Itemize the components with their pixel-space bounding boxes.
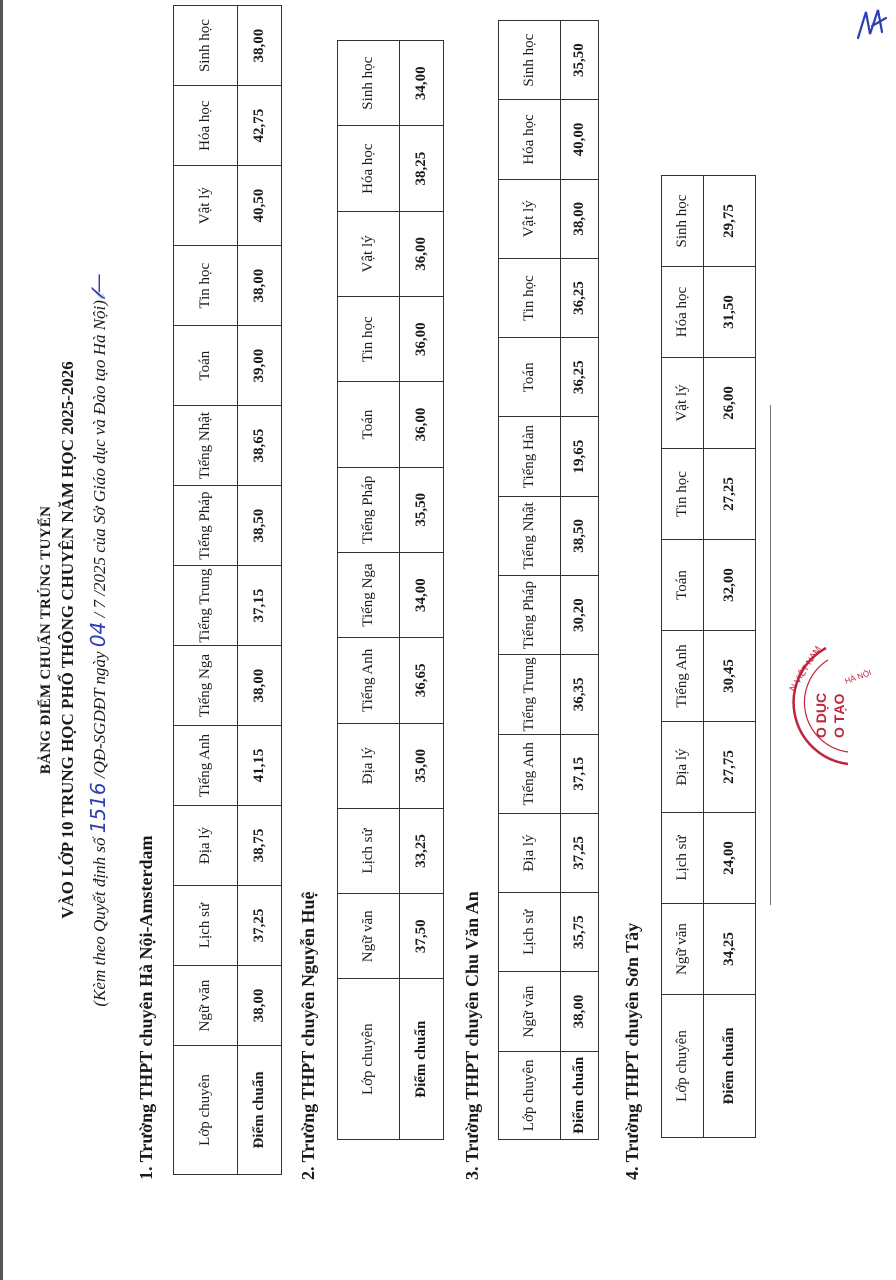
score-cell: 35,50 [561, 21, 599, 100]
score-cell: 27,75 [704, 722, 756, 813]
subject-cell: Tiếng Pháp [499, 576, 561, 655]
subject-row [338, 41, 400, 1140]
score-cell: 37,15 [238, 566, 282, 646]
score-cell: 37,25 [561, 813, 599, 892]
official-stamp [768, 640, 873, 772]
section-title-3: 3. Trường THPT chuyên Chu Văn An [462, 891, 482, 1180]
subject-cell: Sinh học [499, 21, 561, 100]
score-cell: 38,25 [400, 126, 444, 211]
subject-cell: Sinh học [662, 176, 704, 267]
subject-cell: Lịch sử [174, 886, 238, 966]
row-label: Lớp chuyên [499, 1051, 561, 1139]
row-label: Điểm chuẩn [704, 995, 756, 1138]
score-cell: 40,00 [561, 100, 599, 179]
stamp-ring-top: N VIỆT NAM [787, 644, 823, 694]
score-cell: 30,20 [561, 576, 599, 655]
score-table-1 [173, 5, 282, 1175]
subject-cell: Hóa học [499, 100, 561, 179]
score-cell: 39,00 [238, 326, 282, 406]
subject-cell: Tiếng Anh [662, 631, 704, 722]
score-cell: 24,00 [704, 813, 756, 904]
subject-cell: Lịch sử [662, 813, 704, 904]
subject-cell: Địa lý [662, 722, 704, 813]
subject-cell: Toán [174, 326, 238, 406]
subject-cell: Tiếng Nga [338, 552, 400, 637]
score-cell: 38,75 [238, 806, 282, 886]
score-cell: 37,15 [561, 734, 599, 813]
score-cell: 34,25 [704, 904, 756, 995]
subject-cell: Vật lý [499, 179, 561, 258]
score-cell: 38,00 [238, 6, 282, 86]
subject-cell: Tiếng Pháp [174, 486, 238, 566]
score-cell: 31,50 [704, 267, 756, 358]
stamp-line-2: O TẠO [831, 693, 847, 738]
subject-cell: Vật lý [662, 358, 704, 449]
section-title-2: 2. Trường THPT chuyên Nguyễn Huệ [298, 891, 318, 1180]
doc-subtitle: VÀO LỚP 10 TRUNG HỌC PHỔ THÔNG CHUYÊN NĂM HỌC 2025-2026 [58, 361, 77, 919]
subject-cell: Địa lý [338, 723, 400, 808]
subject-cell: Tin học [662, 449, 704, 540]
subject-cell: Toán [338, 382, 400, 467]
subject-cell: Tiếng Anh [499, 734, 561, 813]
subject-cell: Toán [499, 338, 561, 417]
score-table-2 [337, 40, 444, 1140]
subject-cell: Tiếng Hàn [499, 417, 561, 496]
row-label: Điểm chuẩn [400, 979, 444, 1140]
section-title-4: 4. Trường THPT chuyên Sơn Tây [622, 922, 642, 1180]
score-cell: 35,50 [400, 467, 444, 552]
score-table-3 [498, 20, 599, 1140]
subject-cell: Tiếng Anh [338, 638, 400, 723]
subject-row [174, 6, 238, 1175]
score-cell: 41,15 [238, 726, 282, 806]
score-cell: 38,00 [238, 966, 282, 1046]
subject-cell: Sinh học [174, 6, 238, 86]
subject-cell: Vật lý [338, 211, 400, 296]
score-cell: 19,65 [561, 417, 599, 496]
score-cell: 42,75 [238, 86, 282, 166]
subject-cell: Tiếng Nhật [174, 406, 238, 486]
subject-cell: Địa lý [174, 806, 238, 886]
decision-day: 04 [86, 621, 110, 648]
score-row [400, 41, 444, 1140]
score-cell: 36,00 [400, 382, 444, 467]
subject-cell: Tiếng Nga [174, 646, 238, 726]
score-cell: 38,00 [238, 246, 282, 326]
score-cell: 37,25 [238, 886, 282, 966]
subject-cell: Sinh học [338, 41, 400, 126]
score-cell: 36,25 [561, 338, 599, 417]
row-label: Điểm chuẩn [561, 1051, 599, 1139]
subject-cell: Tin học [174, 246, 238, 326]
subject-cell: Tiếng Pháp [338, 467, 400, 552]
score-cell: 38,50 [561, 496, 599, 575]
row-label: Điểm chuẩn [238, 1045, 282, 1174]
score-cell: 29,75 [704, 176, 756, 267]
subject-cell: Tin học [338, 297, 400, 382]
doc-title: BẢNG ĐIỂM CHUẨN TRÚNG TUYỂN [38, 505, 54, 775]
subject-cell: Lịch sử [499, 893, 561, 972]
handwritten-mark [852, 4, 892, 44]
initials-mark: 𝓁— [86, 273, 110, 301]
score-cell: 30,45 [704, 631, 756, 722]
subject-row [662, 176, 704, 1138]
subject-row [499, 21, 561, 1140]
score-row [238, 6, 282, 1175]
score-row [561, 21, 599, 1140]
score-cell: 38,65 [238, 406, 282, 486]
subject-cell: Tiếng Nhật [499, 496, 561, 575]
score-cell: 36,65 [400, 638, 444, 723]
row-label: Lớp chuyên [662, 995, 704, 1138]
score-table-4 [661, 175, 756, 1138]
stamp-ring-bottom: HÀ NỘI [843, 667, 873, 686]
decision-number: 1516 [86, 782, 110, 834]
row-label: Lớp chuyên [338, 979, 400, 1140]
row-label: Lớp chuyên [174, 1045, 238, 1174]
score-cell: 36,35 [561, 655, 599, 734]
score-cell: 36,25 [561, 258, 599, 337]
subject-cell: Hóa học [174, 86, 238, 166]
subject-cell: Hóa học [338, 126, 400, 211]
subject-cell: Ngữ văn [662, 904, 704, 995]
subject-cell: Tin học [499, 258, 561, 337]
score-cell: 36,00 [400, 297, 444, 382]
score-cell: 33,25 [400, 808, 444, 893]
score-cell: 34,00 [400, 552, 444, 637]
section-title-1: 1. Trường THPT chuyên Hà Nội-Amsterdam [136, 835, 156, 1180]
score-cell: 26,00 [704, 358, 756, 449]
score-cell: 32,00 [704, 540, 756, 631]
score-cell: 34,00 [400, 41, 444, 126]
score-cell: 38,00 [561, 972, 599, 1051]
subject-cell: Tiếng Trung [174, 566, 238, 646]
subject-cell: Tiếng Trung [499, 655, 561, 734]
subject-cell: Toán [662, 540, 704, 631]
subject-cell: Ngữ văn [338, 894, 400, 979]
subject-cell: Ngữ văn [499, 972, 561, 1051]
score-cell: 38,00 [561, 179, 599, 258]
doc-reference: (Kèm theo Quyết định số 1516 /QĐ-SGDĐT ngày 04 / 7 /2025 của Sở Giáo dục và Đào tạo Hà Nội)𝓁— [86, 273, 110, 1007]
score-cell: 27,25 [704, 449, 756, 540]
score-cell: 38,50 [238, 486, 282, 566]
stamp-line-1: O DỤC [813, 692, 829, 738]
subject-cell: Hóa học [662, 267, 704, 358]
score-cell: 40,50 [238, 166, 282, 246]
score-cell: 38,00 [238, 646, 282, 726]
subject-cell: Vật lý [174, 166, 238, 246]
subject-cell: Lịch sử [338, 808, 400, 893]
score-row [704, 176, 756, 1138]
subject-cell: Tiếng Anh [174, 726, 238, 806]
score-cell: 35,00 [400, 723, 444, 808]
score-cell: 35,75 [561, 893, 599, 972]
subject-cell: Ngữ văn [174, 966, 238, 1046]
score-cell: 37,50 [400, 894, 444, 979]
score-cell: 36,00 [400, 211, 444, 296]
subject-cell: Địa lý [499, 813, 561, 892]
